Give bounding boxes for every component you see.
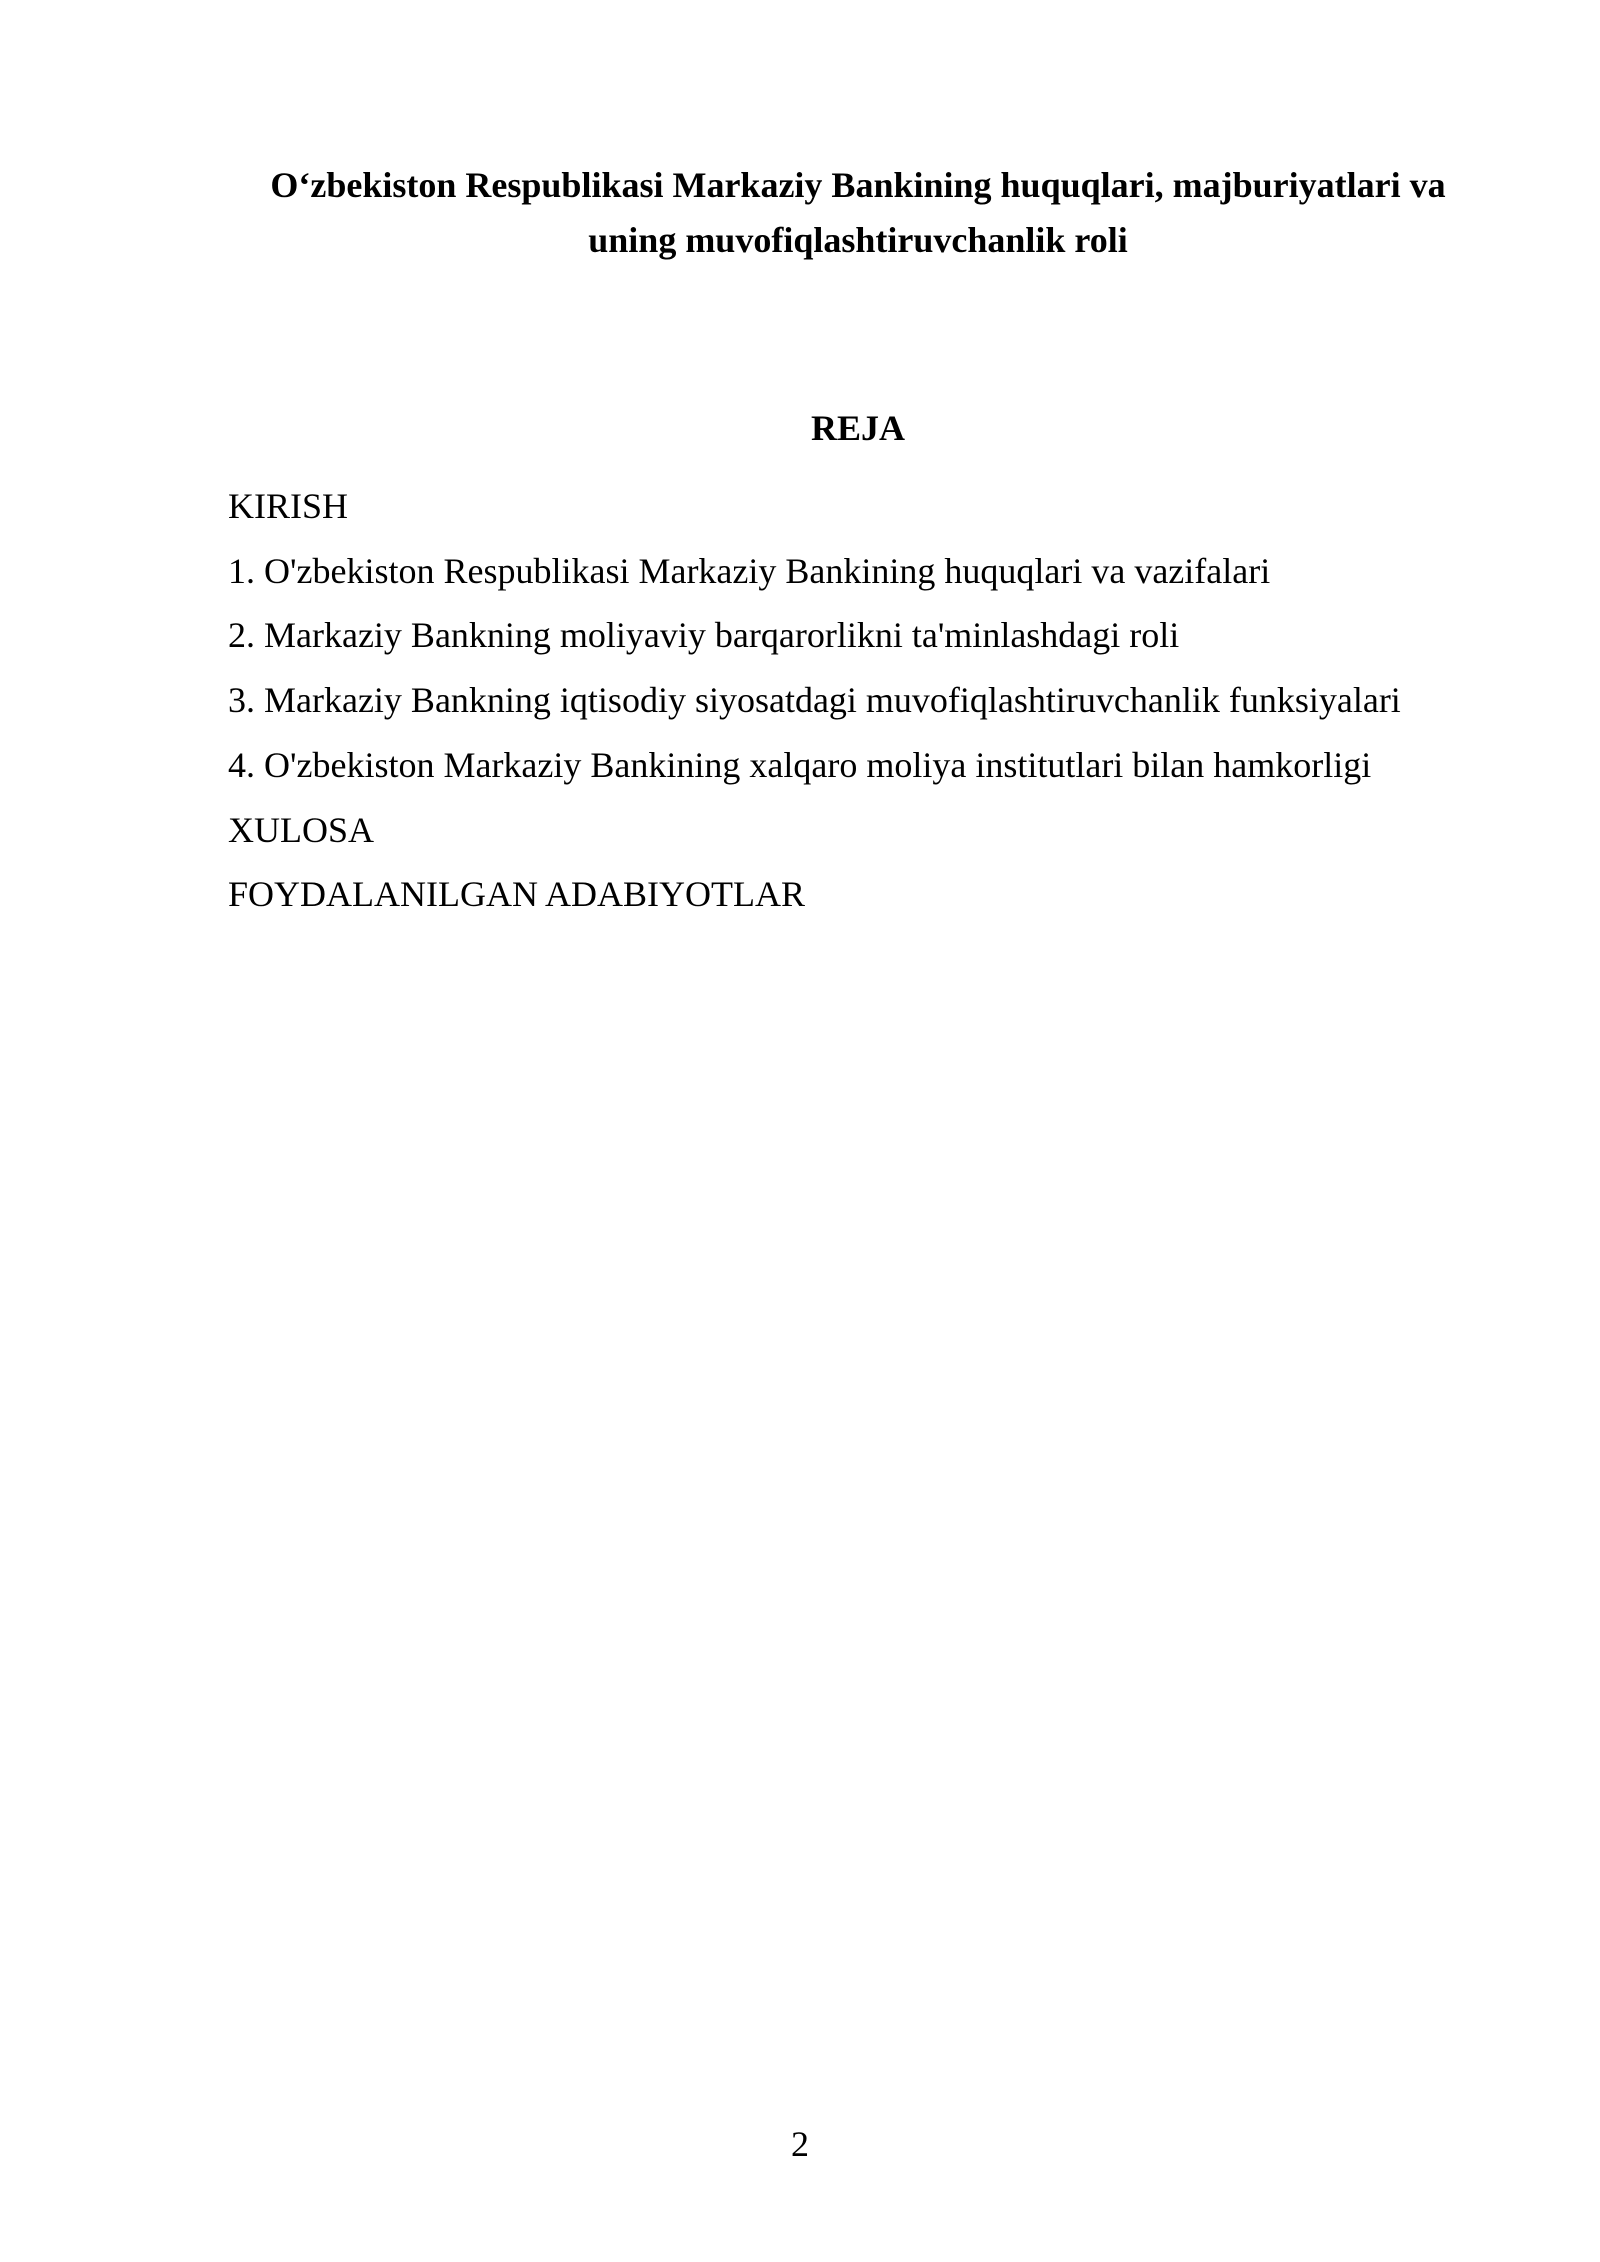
plan-item-conclusion: XULOSA [228, 809, 375, 850]
document-title-line-2: uning muvofiqlashtiruvchanlik roli [588, 220, 1128, 260]
plan-heading: REJA [810, 408, 905, 448]
plan-item-3: 3. Markaziy Bankning iqtisodiy siyosatdagi muvofiqlashtiruvchanlik funksiyalari [228, 680, 1401, 721]
plan-item-introduction: KIRISH [228, 486, 349, 526]
document-title [228, 158, 1488, 268]
document-title-line-1: O‘zbekiston Respublikasi Markaziy Bankining huquqlari, majburiyatlari va [270, 165, 1446, 205]
page-number: 2 [791, 2124, 809, 2164]
plan-item-references: FOYDALANILGAN ADABIYOTLAR [228, 874, 805, 915]
plan-item-4: 4. O'zbekiston Markaziy Bankining xalqaro moliya institutlari bilan hamkorligi [228, 744, 1372, 785]
plan-list [228, 474, 1528, 927]
plan-item-1: 1. O'zbekiston Respublikasi Markaziy Bankining huquqlari va vazifalari [228, 550, 1271, 591]
plan-item-2: 2. Markaziy Bankning moliyaviy barqarorlikni ta'minlashdagi roli [228, 615, 1180, 656]
